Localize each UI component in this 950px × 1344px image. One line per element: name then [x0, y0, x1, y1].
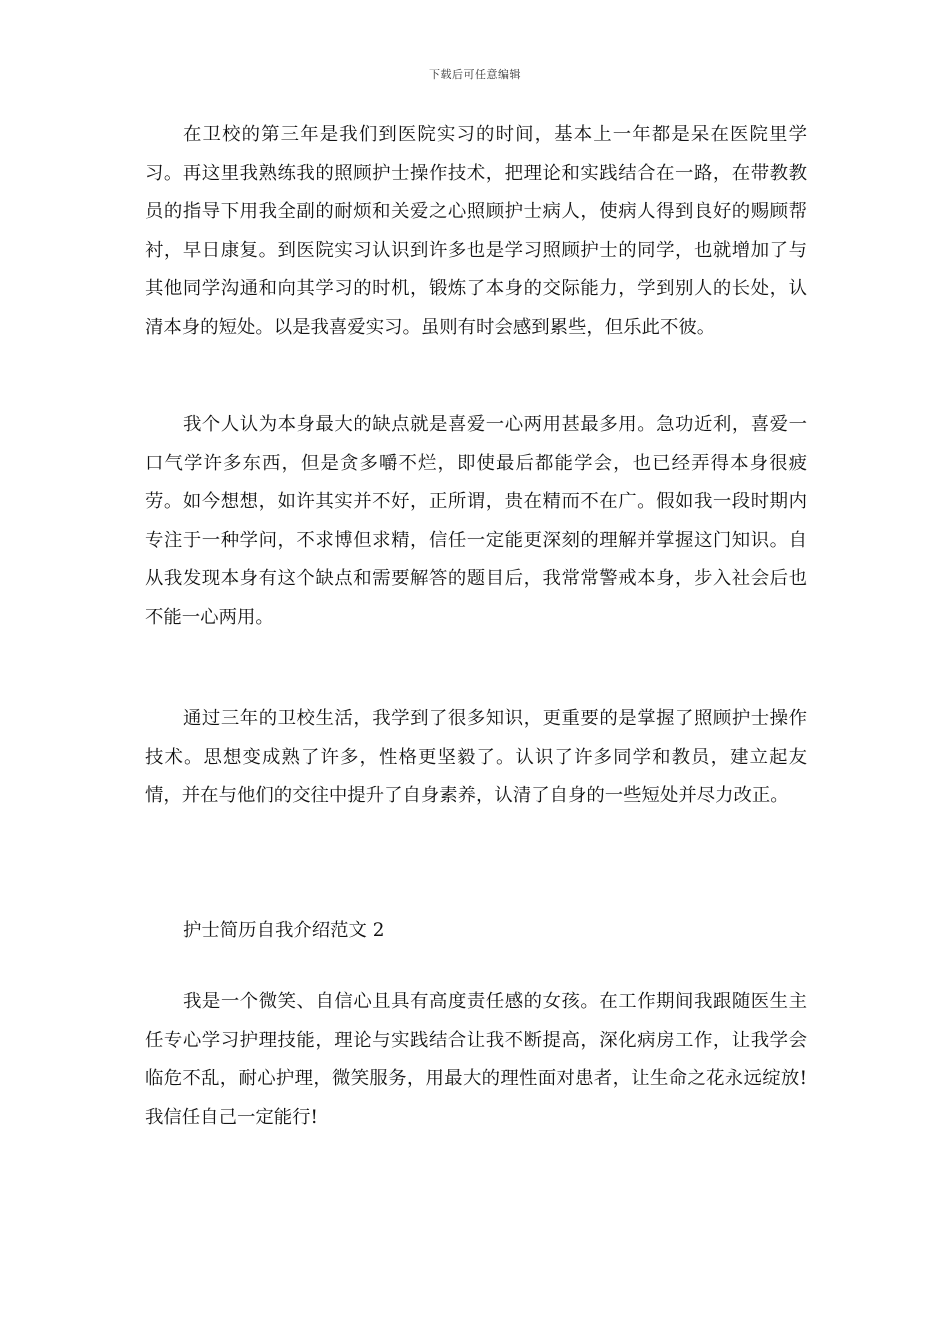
paragraph-summary: 通过三年的卫校生活，我学到了很多知识，更重要的是掌握了照顾护士操作技术。思想变成熟了许多，性格更坚毅了。认识了许多同学和教员，建立起友情，并在与他们的交往中提升了自身素养，认清了自身的一些短处并尽力改正。: [145, 708, 807, 806]
header-note: 下载后可任意编辑: [429, 68, 521, 81]
paragraph-weakness: 我个人认为本身最大的缺点就是喜爱一心两用甚最多用。急功近利，喜爱一口气学许多东西，但是贪多嚼不烂，即使最后都能学会，也已经弄得本身很疲劳。如今想想，如许其实并不好，正所谓，贵在精而不在广。假如我一段时期内专注于一种学问，不求博但求精，信任一定能更深刻的理解并掌握这门知识。自从我发现本身有这个缺点和需要解答的题目后，我常常警戒本身，步入社会后也不能一心两用。: [145, 414, 807, 628]
paragraph-self-intro: 我是一个微笑、自信心且具有高度责任感的女孩。在工作期间我跟随医生主任专心学习护理技能，理论与实践结合让我不断提高，深化病房工作，让我学会临危不乱，耐心护理，微笑服务，用最大的理性面对患者，让生命之花永远绽放!我信任自己一定能行!: [145, 991, 807, 1128]
section-heading: 护士简历自我介绍范文 2: [183, 920, 385, 941]
paragraph-internship: 在卫校的第三年是我们到医院实习的时间，基本上一年都是呆在医院里学习。再这里我熟练我的照顾护士操作技术，把理论和实践结合在一路，在带教教员的指导下用我全副的耐烦和关爱之心照顾护士病人，使病人得到良好的赐顾帮衬，早日康复。到医院实习认识到许多也是学习照顾护士的同学，也就增加了与其他同学沟通和向其学习的时机，锻炼了本身的交际能力，学到别人的长处，认清本身的短处。以是我喜爱实习。虽则有时会感到累些，但乐此不彼。: [145, 124, 807, 338]
